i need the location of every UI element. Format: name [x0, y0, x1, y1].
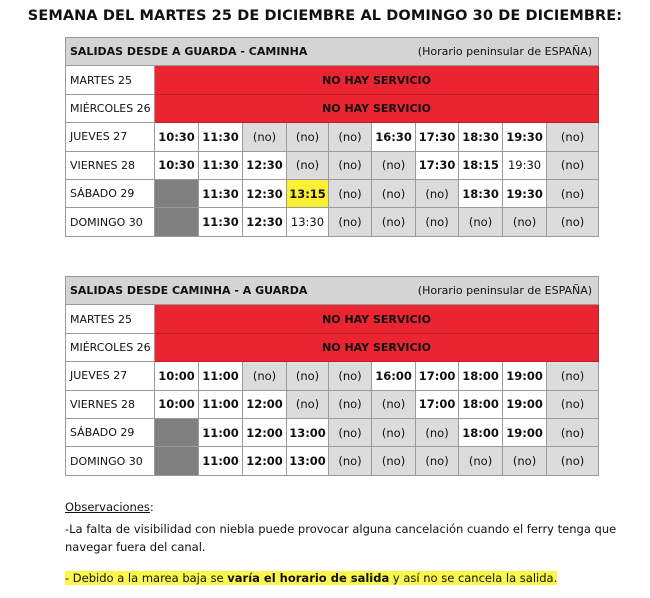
- no-departure-cell: (no): [287, 362, 329, 390]
- departure-time-cell: 18:00: [459, 418, 503, 446]
- departure-time-cell: 12:00: [243, 447, 287, 475]
- route-heading: SALIDAS DESDE CAMINHA - A GUARDA: [66, 277, 372, 305]
- departure-time-cell: 16:00: [372, 362, 416, 390]
- departure-time-cell: 18:00: [459, 362, 503, 390]
- schedule-row: [66, 390, 599, 418]
- no-departure-cell: (no): [547, 179, 599, 207]
- no-service-banner: NO HAY SERVICIO: [155, 333, 599, 361]
- timezone-note: (Horario peninsular de ESPAÑA): [372, 38, 599, 66]
- schedule-row: [66, 179, 599, 207]
- departure-time-cell: 10:00: [155, 362, 199, 390]
- departure-time-cell: 18:15: [459, 151, 503, 179]
- departure-time-cell: 12:30: [243, 151, 287, 179]
- no-departure-cell: (no): [243, 123, 287, 151]
- observations-colon: :: [149, 500, 154, 514]
- no-departure-cell: (no): [329, 390, 372, 418]
- no-departure-cell: (no): [372, 151, 416, 179]
- departure-time-cell: 19:30: [503, 151, 547, 179]
- schedule-row: [66, 208, 599, 236]
- departure-time-cell: 19:30: [503, 179, 547, 207]
- no-departure-cell: (no): [287, 123, 329, 151]
- no-departure-cell: (no): [459, 447, 503, 475]
- departure-time-cell: 13:30: [287, 208, 329, 236]
- departure-time-cell: 11:30: [199, 208, 243, 236]
- day-label: SÁBADO 29: [66, 418, 155, 446]
- no-departure-cell: (no): [416, 418, 459, 446]
- no-service-banner: NO HAY SERVICIO: [155, 66, 599, 94]
- departure-time-cell: 11:30: [199, 179, 243, 207]
- departure-time-cell: 17:30: [416, 123, 459, 151]
- no-departure-cell: (no): [547, 151, 599, 179]
- departure-time-cell: 11:30: [199, 151, 243, 179]
- schedule-row: [66, 151, 599, 179]
- no-departure-cell: (no): [372, 418, 416, 446]
- observation-tide-note: [65, 569, 625, 587]
- no-departure-cell: (no): [329, 151, 372, 179]
- no-departure-cell: (no): [329, 418, 372, 446]
- departure-time-cell: 19:00: [503, 418, 547, 446]
- schedule-row: [66, 66, 599, 94]
- departure-time-cell: 12:30: [243, 179, 287, 207]
- no-departure-cell: (no): [416, 179, 459, 207]
- no-departure-cell: (no): [503, 447, 547, 475]
- no-departure-cell: (no): [416, 208, 459, 236]
- departure-time-cell: 18:30: [459, 179, 503, 207]
- schedule-row: [66, 447, 599, 475]
- departure-time-cell: 10:30: [155, 151, 199, 179]
- no-departure-cell: (no): [547, 123, 599, 151]
- no-departure-cell: (no): [547, 208, 599, 236]
- no-departure-cell: (no): [547, 418, 599, 446]
- unavailable-slot: [155, 418, 199, 446]
- day-label: MARTES 25: [66, 305, 155, 333]
- no-departure-cell: (no): [329, 362, 372, 390]
- highlighted-note: [65, 571, 557, 585]
- departure-time-cell: 12:30: [243, 208, 287, 236]
- no-departure-cell: (no): [287, 151, 329, 179]
- schedule-row: [66, 362, 599, 390]
- changed-departure-cell: 13:15: [287, 179, 329, 207]
- unavailable-slot: [155, 447, 199, 475]
- departure-time-cell: 18:30: [459, 123, 503, 151]
- departure-time-cell: 17:30: [416, 151, 459, 179]
- no-departure-cell: (no): [547, 390, 599, 418]
- departure-time-cell: 10:00: [155, 390, 199, 418]
- no-departure-cell: (no): [372, 179, 416, 207]
- unavailable-slot: [155, 179, 199, 207]
- day-label: VIERNES 28: [66, 390, 155, 418]
- observation-fog-note: -La falta de visibilidad con niebla puede provocar alguna cancelación cuando el ferry tenga que navegar fuera del canal.: [65, 522, 617, 554]
- day-label: MARTES 25: [66, 66, 155, 94]
- no-departure-cell: (no): [416, 447, 459, 475]
- no-departure-cell: (no): [329, 208, 372, 236]
- departure-time-cell: 12:00: [243, 390, 287, 418]
- departure-time-cell: 13:00: [287, 418, 329, 446]
- schedule-table-caminha-guarda: [65, 276, 599, 476]
- tide-note-pre: - Debido a la marea baja se: [65, 571, 228, 585]
- route-heading: SALIDAS DESDE A GUARDA - CAMINHA: [66, 38, 372, 66]
- day-label: DOMINGO 30: [66, 447, 155, 475]
- schedule-row: [66, 94, 599, 122]
- no-departure-cell: (no): [329, 123, 372, 151]
- departure-time-cell: 11:00: [199, 390, 243, 418]
- day-label: MIÉRCOLES 26: [66, 94, 155, 122]
- no-service-banner: NO HAY SERVICIO: [155, 94, 599, 122]
- departure-time-cell: 10:30: [155, 123, 199, 151]
- departure-time-cell: 17:00: [416, 362, 459, 390]
- no-departure-cell: (no): [372, 447, 416, 475]
- no-departure-cell: (no): [372, 390, 416, 418]
- departure-time-cell: 19:30: [503, 123, 547, 151]
- no-departure-cell: (no): [547, 362, 599, 390]
- no-departure-cell: (no): [547, 447, 599, 475]
- day-label: SÁBADO 29: [66, 179, 155, 207]
- departure-time-cell: 18:00: [459, 390, 503, 418]
- no-service-banner: NO HAY SERVICIO: [155, 305, 599, 333]
- day-label: JUEVES 27: [66, 123, 155, 151]
- departure-time-cell: 16:30: [372, 123, 416, 151]
- schedule-row: [66, 333, 599, 361]
- no-departure-cell: (no): [372, 208, 416, 236]
- tide-note-bold: varía el horario de salida: [227, 571, 390, 585]
- schedule-row: [66, 305, 599, 333]
- observations-title: Observaciones: [65, 500, 150, 514]
- schedule-table-guarda-caminha: [65, 37, 599, 237]
- departure-time-cell: 11:00: [199, 362, 243, 390]
- departure-time-cell: 11:30: [199, 123, 243, 151]
- observations-heading: [65, 498, 625, 516]
- day-label: DOMINGO 30: [66, 208, 155, 236]
- no-departure-cell: (no): [329, 447, 372, 475]
- departure-time-cell: 17:00: [416, 390, 459, 418]
- tide-note-post: y así no se cancela la salida.: [389, 571, 558, 585]
- table-header-row: [66, 38, 599, 66]
- no-departure-cell: (no): [329, 179, 372, 207]
- schedule-row: [66, 123, 599, 151]
- no-departure-cell: (no): [503, 208, 547, 236]
- departure-time-cell: 11:00: [199, 447, 243, 475]
- departure-time-cell: 13:00: [287, 447, 329, 475]
- departure-time-cell: 12:00: [243, 418, 287, 446]
- no-departure-cell: (no): [287, 390, 329, 418]
- table-header-row: [66, 277, 599, 305]
- departure-time-cell: 11:00: [199, 418, 243, 446]
- page-title: SEMANA DEL MARTES 25 DE DICIEMBRE AL DOMINGO 30 DE DICIEMBRE:: [27, 8, 623, 24]
- schedule-row: [66, 418, 599, 446]
- day-label: MIÉRCOLES 26: [66, 333, 155, 361]
- day-label: VIERNES 28: [66, 151, 155, 179]
- departure-time-cell: 19:00: [503, 362, 547, 390]
- departure-time-cell: 19:00: [503, 390, 547, 418]
- no-departure-cell: (no): [459, 208, 503, 236]
- timezone-note: (Horario peninsular de ESPAÑA): [372, 277, 599, 305]
- unavailable-slot: [155, 208, 199, 236]
- day-label: JUEVES 27: [66, 362, 155, 390]
- no-departure-cell: (no): [243, 362, 287, 390]
